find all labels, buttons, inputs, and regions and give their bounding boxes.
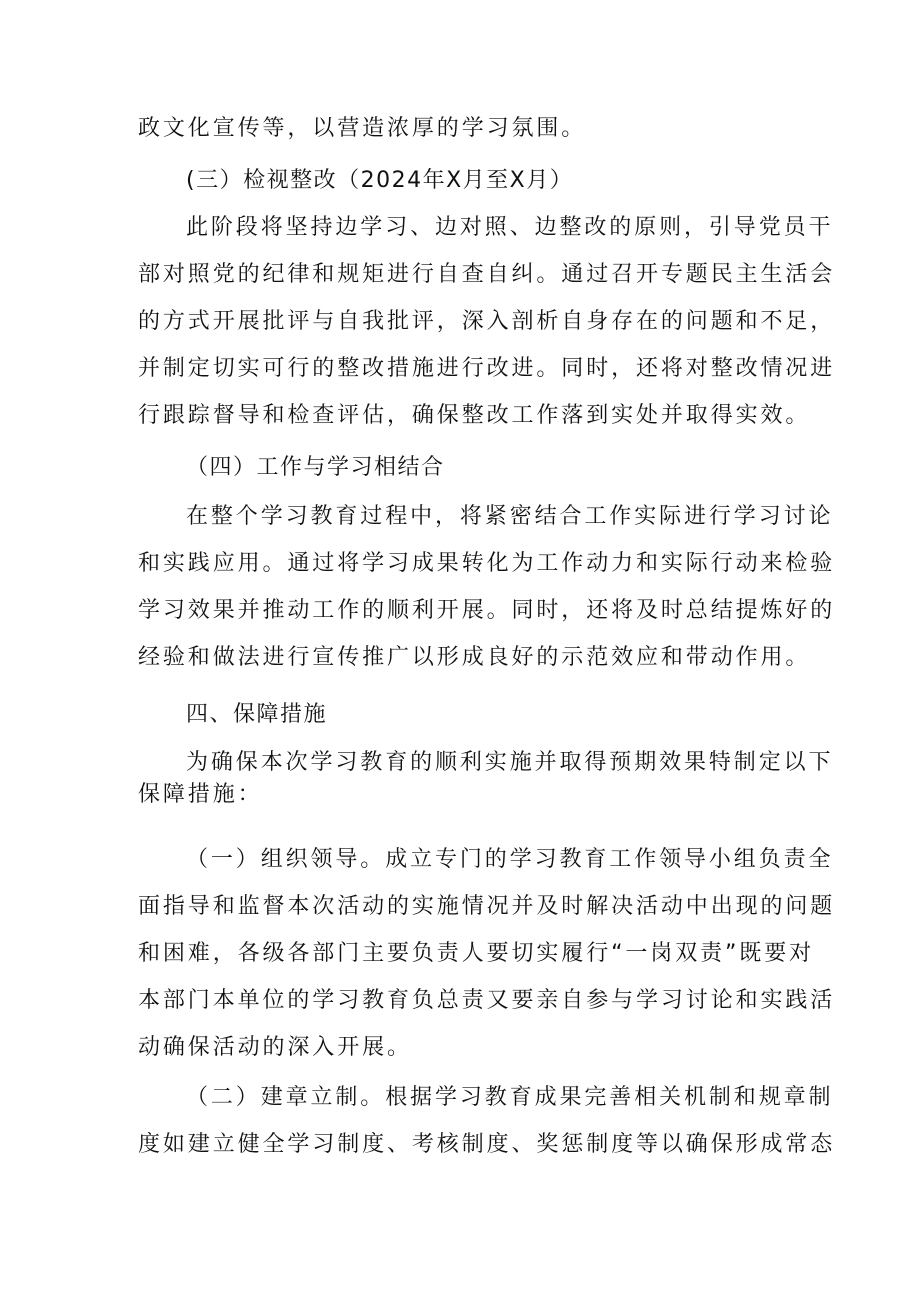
text-line: 和困难，各级各部门主要负责人要切实履行“一岗双责”既要对 (138, 941, 814, 966)
heading-line: 四、保障措施 (186, 702, 328, 727)
text-line: 为确保本次学习教育的顺利实施并取得预期效果特制定以下 (186, 750, 834, 775)
text-line: 和实践应用。通过将学习成果转化为工作动力和实际行动来检验 (138, 551, 836, 576)
paragraph-system-building (138, 1081, 836, 1162)
paragraph-work-and-study (138, 500, 836, 675)
paragraph-continuation (138, 112, 788, 146)
text-line: （二）建章立制。根据学习教育成果完善相关机制和规章制 (186, 1085, 834, 1110)
text-line: 此阶段将坚持边学习、边对照、边整改的原则，引导党员干 (186, 215, 834, 240)
text-line: 的方式开展批评与自我批评，深入剖析自身存在的问题和不足， (138, 309, 836, 334)
section-heading-safeguards (138, 698, 788, 732)
text-line: （一）组织领导。成立专门的学习教育工作领导小组负责全 (186, 847, 834, 872)
text-line: 学习效果并推动工作的顺利开展。同时，还将及时总结提炼好的 (138, 598, 836, 623)
paragraph-organization-leadership (138, 843, 836, 1065)
paragraph-review-rectification (138, 211, 836, 433)
paragraph-safeguards-intro (138, 746, 834, 812)
text-line: 面指导和监督本次活动的实施情况并及时解决活动中出现的问题 (138, 894, 836, 919)
text-line: 保障措施： (138, 782, 263, 807)
text-line: 并制定切实可行的整改措施进行改进。同时，还将对整改情况进 (138, 356, 836, 381)
text-line: 经验和做法进行宣传推广以形成良好的示范效应和带动作用。 (138, 645, 811, 670)
text-line: 在整个学习教育过程中，将紧密结合工作实际进行学习讨论 (186, 504, 834, 529)
text-line: 政文化宣传等，以营造浓厚的学习氛围。 (138, 116, 587, 141)
text-line: 动确保活动的深入开展。 (138, 1035, 412, 1060)
text-line: 度如建立健全学习制度、考核制度、奖惩制度等以确保形成常态 (138, 1132, 836, 1157)
heading-line: (三）检视整改（2024年X月至X月） (186, 168, 574, 193)
section-heading-4 (138, 451, 788, 485)
heading-line: （四）工作与学习相结合 (186, 455, 445, 480)
text-line: 本部门本单位的学习教育负总责又要亲自参与学习讨论和实践活 (138, 988, 836, 1013)
text-line: 部对照党的纪律和规矩进行自查自纠。通过召开专题民主生活会 (138, 262, 836, 287)
section-heading-3 (138, 164, 788, 198)
text-line: 行跟踪督导和检查评估，确保整改工作落到实处并取得实效。 (138, 403, 811, 428)
